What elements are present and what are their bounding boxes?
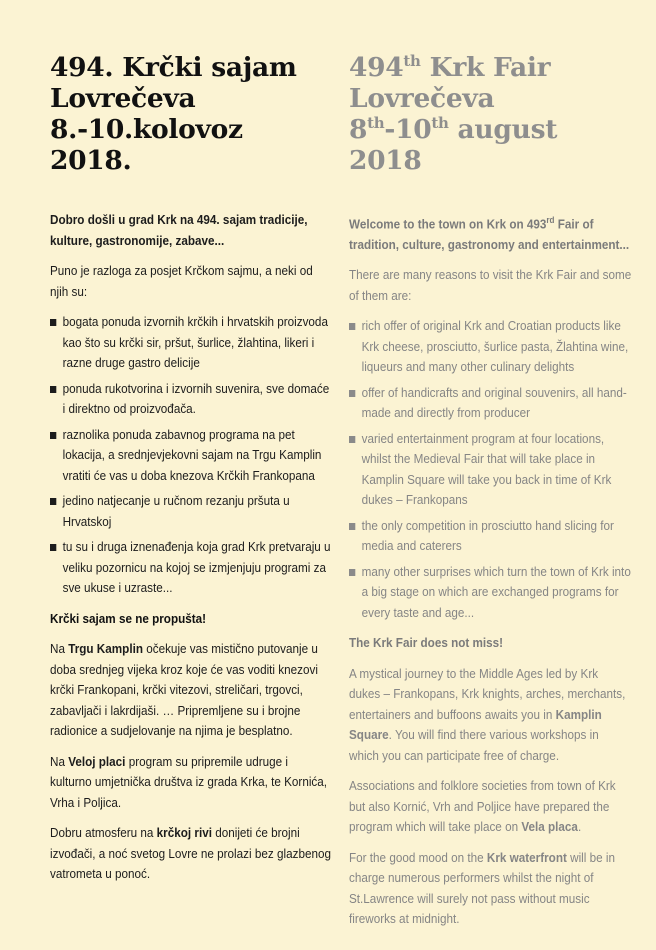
english-bullet-list bbox=[349, 316, 632, 623]
croatian-subheading: Krčki sajam se ne propušta! bbox=[50, 610, 207, 626]
croatian-body bbox=[50, 210, 332, 885]
square-bullet-icon bbox=[50, 432, 56, 439]
croatian-title bbox=[50, 52, 332, 176]
square-bullet-icon bbox=[349, 523, 355, 530]
english-title-line3: 8th-10th august 2018 bbox=[349, 114, 558, 176]
croatian-reasons: Puno je razloga za posjet Krčkom sajmu, a neki od njih su: bbox=[50, 263, 313, 299]
english-title bbox=[349, 52, 632, 176]
square-bullet-icon bbox=[349, 323, 355, 330]
english-paragraph-vela-placa: Associations and folklore societies from town of Krk but also Kornić, Vrh and Poljice have prepared the program which will take place on Vela placa. bbox=[349, 778, 616, 835]
croatian-paragraph-vela-placa: Na Veloj placi program su pripremile udruge i kulturno umjetnička društva iz grada Krka, te Kornića, Vrha i Poljica. bbox=[50, 753, 328, 810]
list-item: many other surprises which turn the town of Krk into a big stage on which are exchanged programs for every taste and age... bbox=[349, 562, 632, 624]
english-intro: Welcome to the town on Krk on 493rd Fair of tradition, culture, gastronomy and entertainment... bbox=[349, 215, 630, 252]
english-paragraph-kamplin: A mystical journey to the Middle Ages led by Krk dukes – Frankopans, Krk knights, arches, merchants, entertainers and buffoons awaits you in Kamplin Square. You will find there various workshops in which you can participate free of charge. bbox=[349, 665, 626, 763]
list-item: rich offer of original Krk and Croatian products like Krk cheese, prosciutto, šurlice pasta, Žlahtina wine, liqueurs and many other culinary delights bbox=[349, 316, 632, 378]
list-item: tu su i druga iznenađenja koja grad Krk pretvaraju u veliku pozornicu na kojoj se izmjenjuju programi za sve ukuse i uzraste... bbox=[50, 537, 332, 599]
croatian-paragraph-riva: Dobru atmosferu na krčkoj rivi donijeti će brojni izvođači, a noć svetog Lovre ne prolazi bez glazbenog vatrometa u ponoć. bbox=[50, 825, 331, 881]
list-item: raznolika ponuda zabavnog programa na pet lokacija, a srednjevjekovni sajam na Trgu Kamplin vratiti će vas u doba knezova Krčkih Frankopana bbox=[50, 425, 332, 487]
list-item: ponuda rukotvorina i izvornih suvenira, sve domaće i direktno od proizvođača. bbox=[50, 379, 332, 420]
english-body bbox=[349, 210, 632, 930]
english-title-line2: Lovrečeva bbox=[349, 83, 495, 114]
english-title-line1: 494th Krk Fair bbox=[349, 52, 551, 83]
square-bullet-icon bbox=[349, 569, 355, 576]
square-bullet-icon bbox=[349, 436, 355, 443]
croatian-title-line2: Lovrečeva bbox=[50, 83, 196, 114]
croatian-title-line3: 8.-10.kolovoz 2018. bbox=[50, 114, 243, 176]
square-bullet-icon bbox=[349, 390, 355, 397]
english-subheading: The Krk Fair does not miss! bbox=[349, 635, 504, 651]
list-item: bogata ponuda izvornih krčkih i hrvatskih proizvoda kao što su krčki sir, pršut, šurlice, žlahtina, likeri i razne druge gastro delicije bbox=[50, 312, 332, 374]
croatian-title-line1: 494. Krčki sajam bbox=[50, 52, 297, 83]
list-item: offer of handicrafts and original souvenirs, all hand-made and directly from producer bbox=[349, 383, 632, 424]
square-bullet-icon bbox=[50, 544, 56, 551]
english-paragraph-waterfront: For the good mood on the Krk waterfront will be in charge numerous performers whilst the night of St.Lawrence will surely not pass without music fireworks at midnight. bbox=[349, 849, 615, 927]
square-bullet-icon bbox=[50, 319, 56, 326]
square-bullet-icon bbox=[50, 386, 56, 393]
croatian-paragraph-kamplin: Na Trgu Kamplin očekuje vas mistično putovanje u doba srednjeg vijeka kroz koje će vas voditi knezovi krčki Frankopani, krčki vitezovi, streličari, trgovci, zabavljači i lakrdijaši. … Pripremljene su i brojne radionice a sudjelovanje na njima je besplatno. bbox=[50, 641, 318, 738]
english-column bbox=[349, 52, 632, 940]
croatian-bullet-list bbox=[50, 312, 332, 599]
square-bullet-icon bbox=[50, 498, 56, 505]
list-item: the only competition in prosciutto hand slicing for media and caterers bbox=[349, 516, 632, 557]
list-item: varied entertainment program at four locations, whilst the Medieval Fair that will take place in Kamplin Square will take you back in time of Krk dukes – Frankopans bbox=[349, 429, 632, 511]
croatian-intro: Dobro došli u grad Krk na 494. sajam tradicije, kulture, gastronomije, zabave... bbox=[50, 212, 308, 248]
croatian-column bbox=[50, 52, 332, 895]
english-reasons: There are many reasons to visit the Krk Fair and some of them are: bbox=[349, 267, 632, 303]
list-item: jedino natjecanje u ručnom rezanju pršuta u Hrvatskoj bbox=[50, 491, 332, 532]
